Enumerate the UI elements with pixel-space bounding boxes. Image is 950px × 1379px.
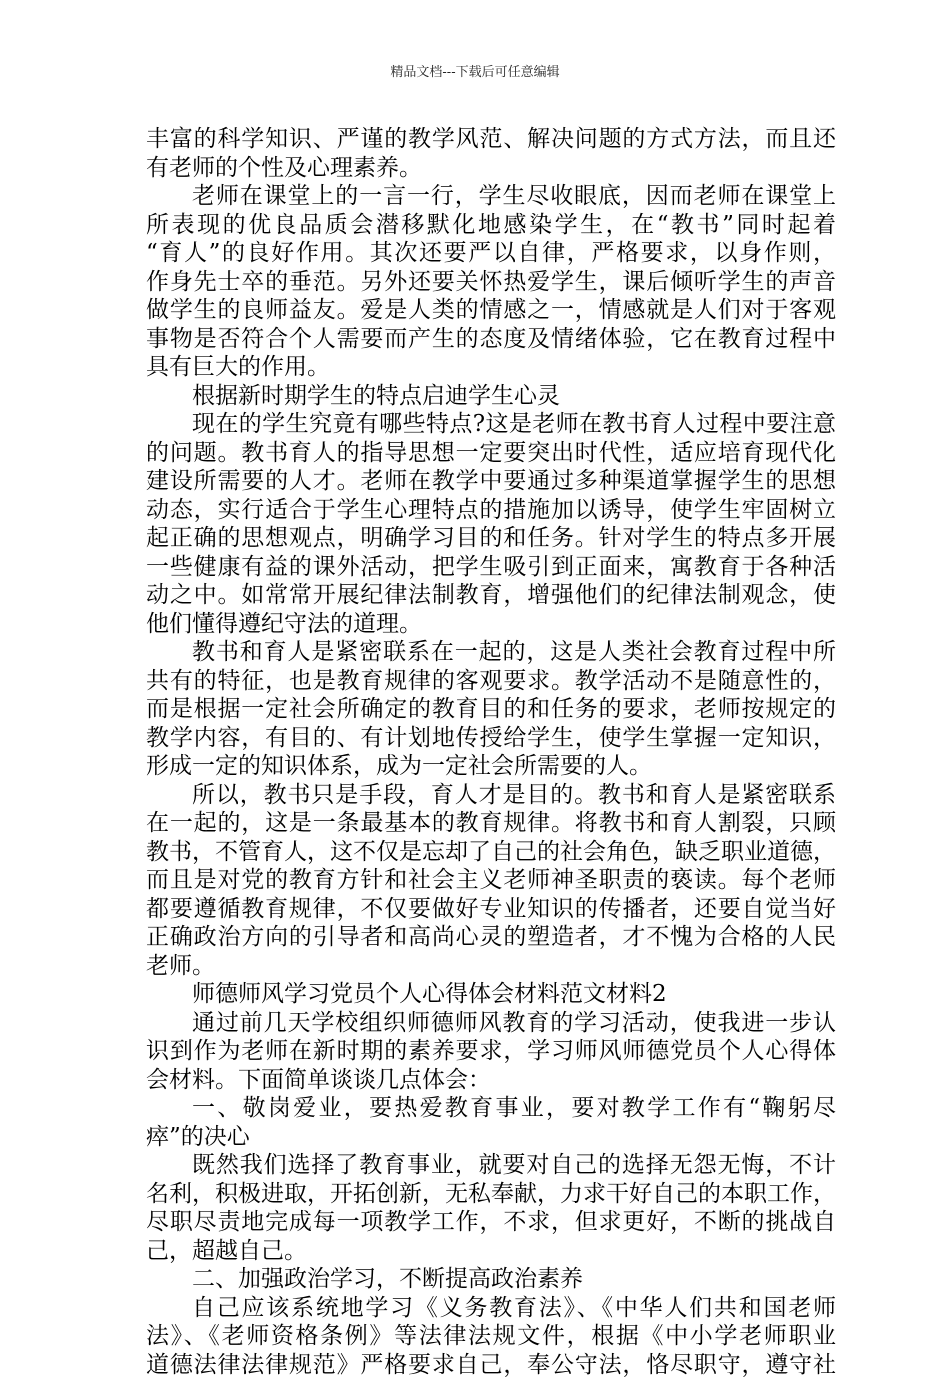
text-line: 所表现的优良品质会潜移默化地感染学生，在“教书”同时起着 bbox=[146, 211, 836, 240]
text-line: 一些健康有益的课外活动，把学生吸引到正面来，寓教育于各种活 bbox=[146, 553, 836, 582]
text-line: 他们懂得遵纪守法的道理。 bbox=[146, 610, 836, 639]
text-line: 道德法律法律规范》严格要求自己，奉公守法，恪尽职守，遵守社 bbox=[146, 1351, 836, 1379]
text-line: 尽职尽责地完成每一项教学工作，不求，但求更好，不断的挑战自 bbox=[146, 1208, 836, 1237]
text-line: 老师。 bbox=[146, 952, 836, 981]
text-line: 会材料。下面简单谈谈几点体会： bbox=[146, 1066, 836, 1095]
text-line: 动之中。如常常开展纪律法制教育，增强他们的纪律法制观念，使 bbox=[146, 581, 836, 610]
text-line: 具有巨大的作用。 bbox=[146, 353, 836, 382]
text-line: 自己应该系统地学习《义务教育法》、《中华人们共和国老师 bbox=[146, 1294, 836, 1323]
text-line: 教书和育人是紧密联系在一起的，这是人类社会教育过程中所 bbox=[146, 638, 836, 667]
text-line: 现在的学生究竟有哪些特点?这是老师在教书育人过程中要注意 bbox=[146, 410, 836, 439]
text-line: 识到作为老师在新时期的素养要求，学习师风师德党员个人心得体 bbox=[146, 1037, 836, 1066]
text-line: 起正确的思想观点，明确学习目的和任务。针对学生的特点多开展 bbox=[146, 524, 836, 553]
text-line: 而是根据一定社会所确定的教育目的和任务的要求，老师按规定的 bbox=[146, 695, 836, 724]
text-line: 共有的特征，也是教育规律的客观要求。教学活动不是随意性的， bbox=[146, 667, 836, 696]
text-line: 动态，实行适合于学生心理特点的措施加以诱导，使学生牢固树立 bbox=[146, 496, 836, 525]
text-line: 做学生的良师益友。爱是人类的情感之一，情感就是人们对于客观 bbox=[146, 296, 836, 325]
page-header: 精品文档---下载后可任意编辑 bbox=[0, 64, 950, 82]
section-heading: 根据新时期学生的特点启迪学生心灵 bbox=[146, 382, 836, 411]
text-line: 法》、《老师资格条例》等法律法规文件，根据《中小学老师职业 bbox=[146, 1322, 836, 1351]
text-line: “育人”的良好作用。其次还要严以自律，严格要求，以身作则， bbox=[146, 239, 836, 268]
text-line: 丰富的科学知识、严谨的教学风范、解决问题的方式方法，而且还 bbox=[146, 125, 836, 154]
text-line: 有老师的个性及心理素养。 bbox=[146, 154, 836, 183]
text-line: 作身先士卒的垂范。另外还要关怀热爱学生，课后倾听学生的声音 bbox=[146, 268, 836, 297]
section-heading: 一、敬岗爱业，要热爱教育事业，要对教学工作有“鞠躬尽 bbox=[146, 1094, 836, 1123]
section-heading: 瘁”的决心 bbox=[146, 1123, 836, 1152]
text-line: 在一起的，这是一条最基本的教育规律。将教书和育人割裂，只顾 bbox=[146, 809, 836, 838]
text-line: 既然我们选择了教育事业，就要对自己的选择无怨无悔，不计 bbox=[146, 1151, 836, 1180]
text-line: 正确政治方向的引导者和高尚心灵的塑造者，才不愧为合格的人民 bbox=[146, 923, 836, 952]
text-line: 通过前几天学校组织师德师风教育的学习活动，使我进一步认 bbox=[146, 1009, 836, 1038]
text-line: 而且是对党的教育方针和社会主义老师神圣职责的亵读。每个老师 bbox=[146, 866, 836, 895]
text-line: 事物是否符合个人需要而产生的态度及情绪体验，它在教育过程中 bbox=[146, 325, 836, 354]
document-body bbox=[146, 125, 836, 1379]
text-line: 都要遵循教育规律，不仅要做好专业知识的传播者，还要自觉当好 bbox=[146, 895, 836, 924]
text-line: 名利，积极进取，开拓创新，无私奉献，力求干好自己的本职工作， bbox=[146, 1180, 836, 1209]
section-heading: 师德师风学习党员个人心得体会材料范文材料2 bbox=[146, 980, 836, 1009]
section-heading: 二、加强政治学习，不断提高政治素养 bbox=[146, 1265, 836, 1294]
text-line: 建设所需要的人才。老师在教学中要通过多种渠道掌握学生的思想 bbox=[146, 467, 836, 496]
text-line: 教学内容，有目的、有计划地传授给学生，使学生掌握一定知识， bbox=[146, 724, 836, 753]
text-line: 教书，不管育人，这不仅是忘却了自己的社会角色，缺乏职业道德， bbox=[146, 838, 836, 867]
text-line: 老师在课堂上的一言一行，学生尽收眼底，因而老师在课堂上 bbox=[146, 182, 836, 211]
text-line: 形成一定的知识体系，成为一定社会所需要的人。 bbox=[146, 752, 836, 781]
text-line: 所以，教书只是手段，育人才是目的。教书和育人是紧密联系 bbox=[146, 781, 836, 810]
text-line: 的问题。教书育人的指导思想一定要突出时代性，适应培育现代化 bbox=[146, 439, 836, 468]
text-line: 己，超越自己。 bbox=[146, 1237, 836, 1266]
